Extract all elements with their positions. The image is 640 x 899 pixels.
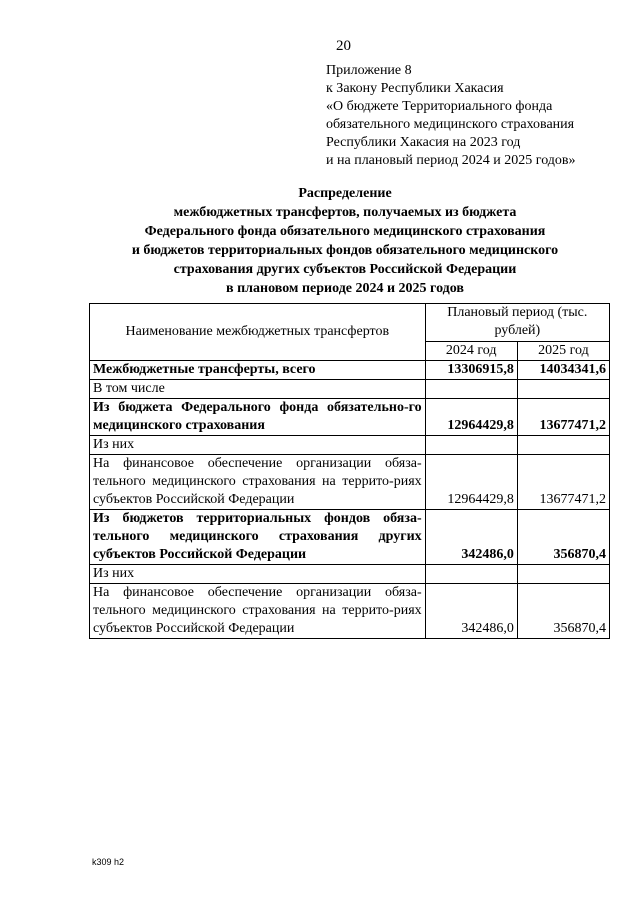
- row-name: Из них: [90, 565, 426, 584]
- title-line: Федерального фонда обязательного медицинского страхования: [144, 224, 546, 239]
- row-name: На финансовое обеспечение организации обяза-тельного медицинского страхования на террито-риях субъектов Российской Федерации: [90, 455, 426, 510]
- row-name: В том числе: [90, 380, 426, 399]
- appendix-line: обязательного медицинского страхования: [326, 117, 575, 132]
- header-year-2025: 2025 год: [517, 341, 609, 360]
- header-name-cell: Наименование межбюджетных трансфертов: [90, 304, 426, 361]
- table-row: [90, 380, 610, 399]
- row-value-2024: [425, 565, 517, 584]
- row-name: Межбюджетные трансферты, всего: [90, 361, 426, 380]
- row-value-2025: 13677471,2: [517, 399, 609, 436]
- document-code: k309 h2: [92, 857, 125, 867]
- row-value-2025: 14034341,6: [517, 361, 609, 380]
- appendix-line: Приложение 8: [326, 63, 412, 78]
- table-header-row: [90, 304, 610, 342]
- header-plan-cell: Плановый период (тыс. рублей): [425, 304, 609, 342]
- appendix-line: и на плановый период 2024 и 2025 годов»: [326, 153, 576, 168]
- row-value-2024: [425, 380, 517, 399]
- row-value-2024: 12964429,8: [425, 399, 517, 436]
- row-value-2025: 356870,4: [517, 584, 609, 639]
- title-line: в плановом периоде 2024 и 2025 годов: [226, 281, 464, 296]
- transfers-table: [89, 303, 610, 639]
- row-value-2025: [517, 436, 609, 455]
- table-row: [90, 399, 610, 436]
- header-year-2024: 2024 год: [425, 341, 517, 360]
- title-line: страхования других субъектов Российской Федерации: [173, 262, 517, 277]
- row-name: На финансовое обеспечение организации обяза-тельного медицинского страхования на террито-риях субъектов Российской Федерации: [90, 584, 426, 639]
- document-title: [80, 184, 610, 298]
- table-row: [90, 565, 610, 584]
- row-value-2024: [425, 436, 517, 455]
- appendix-line: «О бюджете Территориального фонда: [326, 99, 553, 114]
- table-row: [90, 584, 610, 639]
- table-row: [90, 361, 610, 380]
- table-row: [90, 455, 610, 510]
- row-name: Из бюджетов территориальных фондов обяза-тельного медицинского страхования других субъектов Российской Федерации: [90, 510, 426, 565]
- title-line: Распределение: [298, 186, 392, 201]
- table-row: [90, 436, 610, 455]
- title-line: межбюджетных трансфертов, получаемых из бюджета: [173, 205, 517, 220]
- row-value-2024: 342486,0: [425, 510, 517, 565]
- row-value-2024: 342486,0: [425, 584, 517, 639]
- row-name: Из них: [90, 436, 426, 455]
- title-line: и бюджетов территориальных фондов обязательного медицинского: [131, 243, 559, 258]
- row-value-2025: [517, 380, 609, 399]
- appendix-line: к Закону Республики Хакасия: [326, 81, 504, 96]
- row-name: Из бюджета Федерального фонда обязательно-го медицинского страхования: [90, 399, 426, 436]
- row-value-2024: 12964429,8: [425, 455, 517, 510]
- row-value-2024: 13306915,8: [425, 361, 517, 380]
- row-value-2025: 356870,4: [517, 510, 609, 565]
- row-value-2025: [517, 565, 609, 584]
- appendix-reference: [326, 62, 576, 170]
- row-value-2025: 13677471,2: [517, 455, 609, 510]
- page-number: 20: [336, 38, 351, 54]
- table-row: [90, 510, 610, 565]
- appendix-line: Республики Хакасия на 2023 год: [326, 135, 521, 150]
